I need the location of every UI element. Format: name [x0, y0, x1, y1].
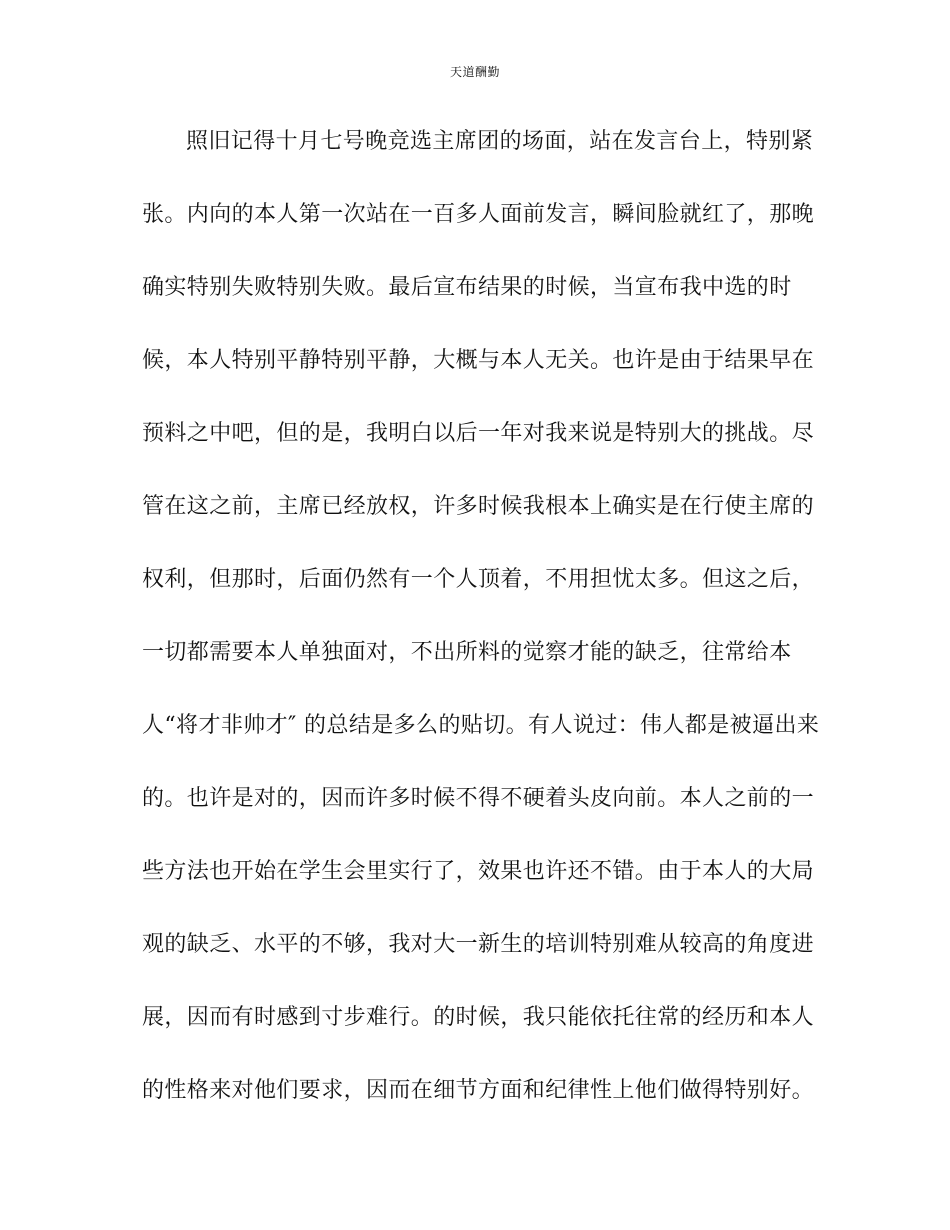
text-line: 的。也许是对的，因而许多时候不得不硬着头皮向前。本人之前的一 — [142, 786, 815, 811]
text-line: 的性格来对他们要求，因而在细节方面和纪律性上他们做得特别好。 — [142, 1078, 815, 1103]
text-line: 观的缺乏、水平的不够，我对大一新生的培训特别难从较高的角度进 — [142, 932, 815, 957]
text-line: 权利，但那时，后面仍然有一个人顶着，不用担忧太多。但这之后， — [142, 567, 815, 592]
text-line: 照旧记得十月七号晚竞选主席团的场面，站在发言台上，特别紧 — [186, 129, 814, 154]
text-line: 张。内向的本人第一次站在一百多人面前发言，瞬间脸就红了，那晚 — [142, 202, 815, 227]
text-line: 人“将才非帅才″ 的总结是多么的贴切。有人说过：伟人都是被逼出来 — [142, 713, 820, 738]
body-paragraph — [142, 122, 820, 1144]
page-header: 天道酬勤 — [449, 65, 500, 79]
text-line: 些方法也开始在学生会里实行了，效果也许还不错。由于本人的大局 — [142, 859, 815, 884]
text-line: 候，本人特别平静特别平静，大概与本人无关。也许是由于结果早在 — [142, 348, 815, 373]
text-line: 展，因而有时感到寸步难行。的时候，我只能依托往常的经历和本人 — [142, 1005, 815, 1030]
text-line: 管在这之前，主席已经放权，许多时候我根本上确实是在行使主席的 — [142, 494, 815, 519]
text-line: 一切都需要本人单独面对，不出所料的觉察才能的缺乏，往常给本 — [142, 640, 792, 665]
text-line: 确实特别失败特别失败。最后宣布结果的时候，当宣布我中选的时 — [142, 275, 792, 300]
text-line: 预料之中吧，但的是，我明白以后一年对我来说是特别大的挑战。尽 — [142, 421, 815, 446]
